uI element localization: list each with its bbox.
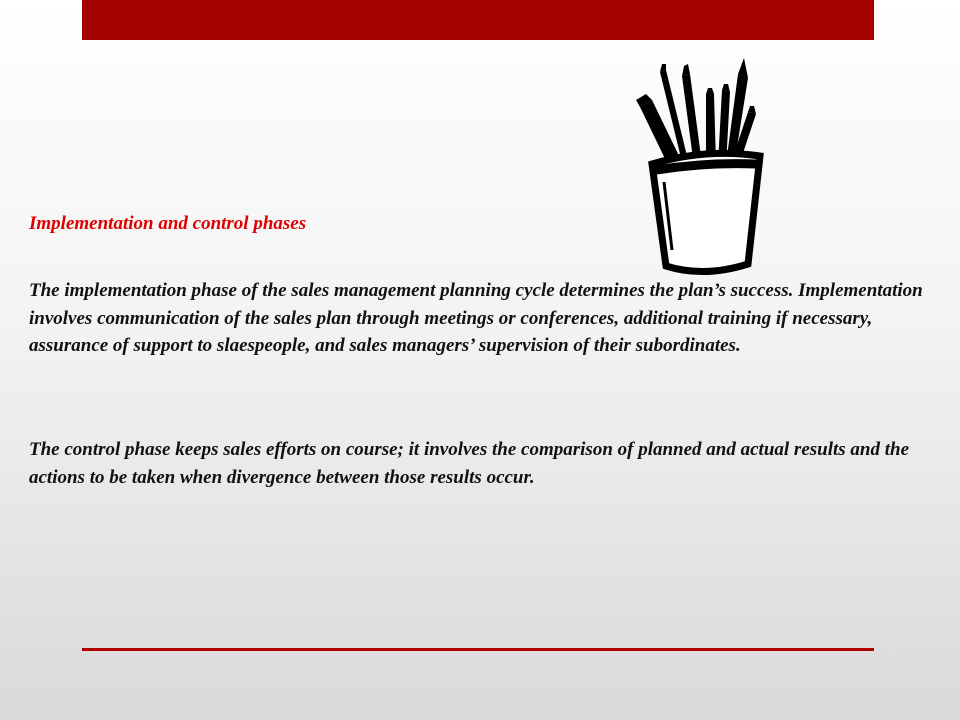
top-accent-bar bbox=[82, 0, 874, 40]
section-heading: Implementation and control phases bbox=[29, 213, 307, 234]
implementation-paragraph: The implementation phase of the sales management planning cycle determines the plan’s success. Implementation involves communication of the sales plan through meetings or conferences, additional training if necessary, assurance of support to slaespeople, and sales managers’ supervision of their subordinates. bbox=[29, 280, 923, 356]
bottom-divider bbox=[82, 648, 874, 651]
control-paragraph: The control phase keeps sales efforts on course; it involves the comparison of planned and actual results and the actions to be taken when divergence between those results occur. bbox=[29, 439, 910, 488]
pencil-cup-icon bbox=[630, 52, 780, 282]
